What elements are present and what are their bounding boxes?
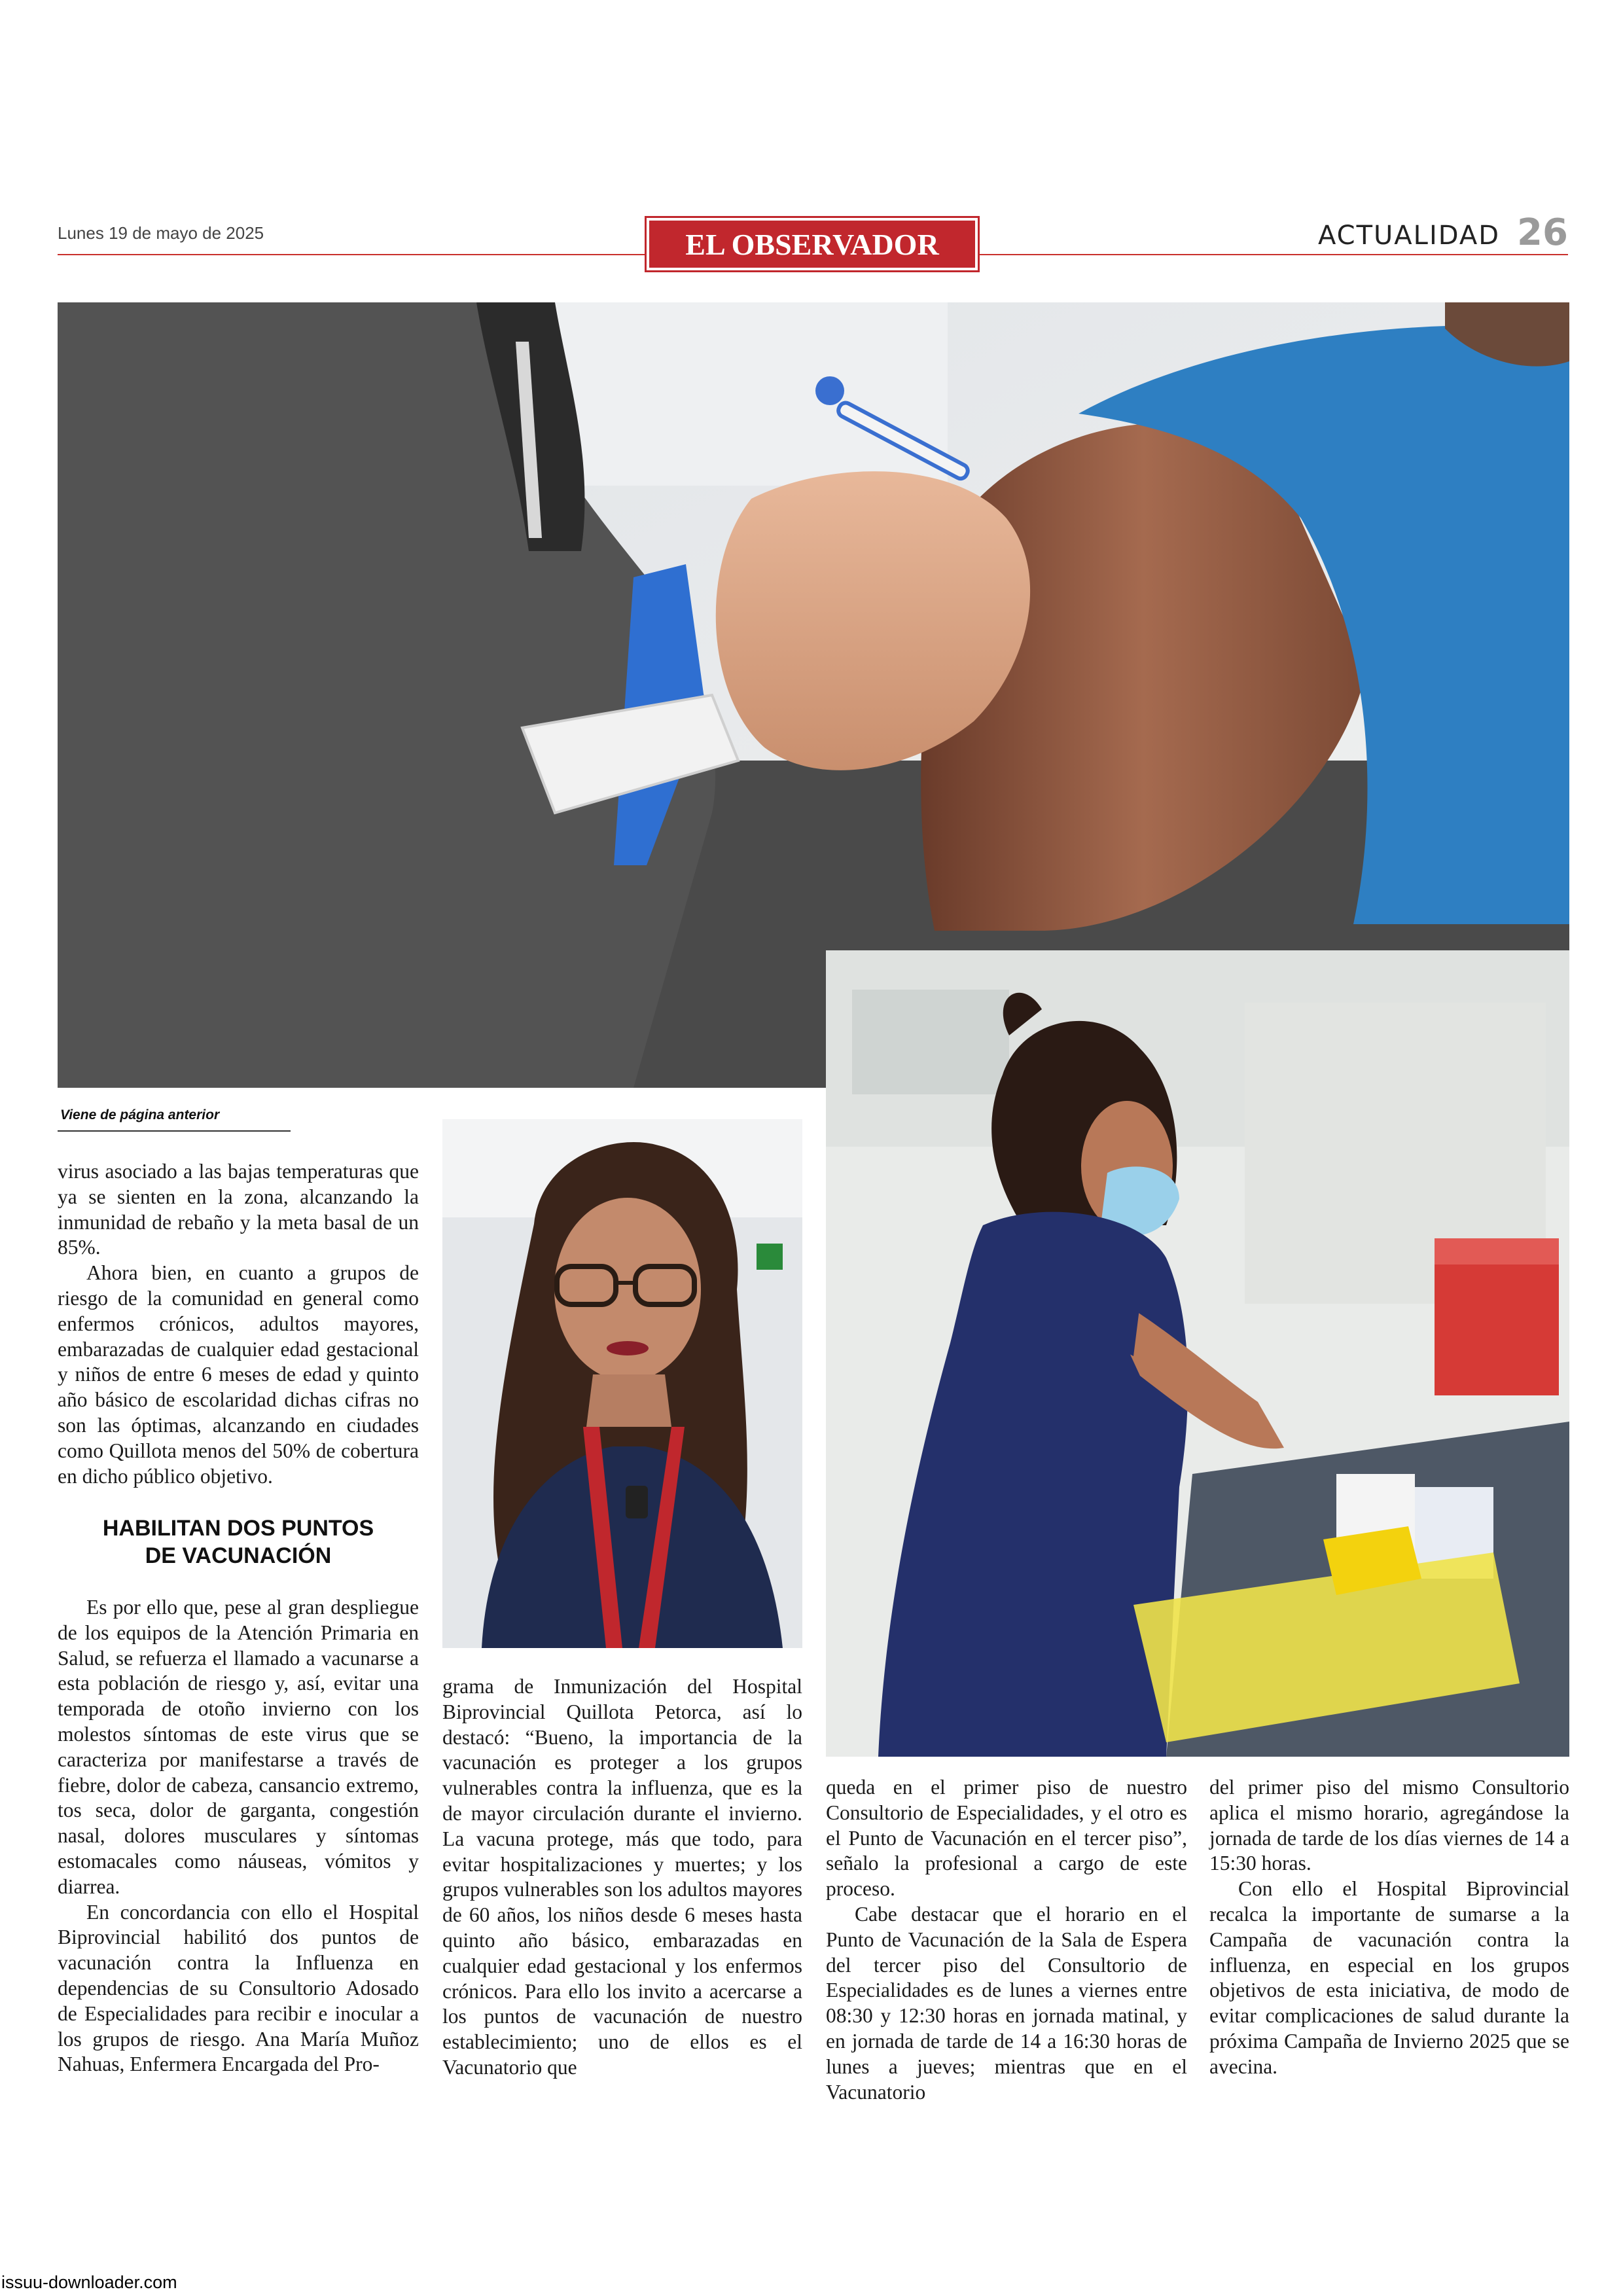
nurse-preparing-vaccines-photo [826, 950, 1569, 1757]
paragraph: Con ello el Hospital Biprovincial recalca la importante de sumarse a la Campaña de vacunación contra la influenza, en especial en los grupos objetivos de esta iniciativa, de modo de evitar complicaciones de salud durante la próxima Campaña de Invierno 2025 que se avecina. [1209, 1877, 1569, 2078]
nurse-portrait-photo [442, 1119, 802, 1648]
subhead-line-2: DE VACUNACIÓN [145, 1543, 332, 1568]
paragraph: Es por ello que, pese al gran despliegue de los equipos de la Atención Primaria en Salud, se refuerza el llamado a vacunarse a esta población de riesgo y, así, evitar una temporada de otoño invierno con los molestos síntomas de este virus que se caracteriza por manifestarse a través de fiebre, dolor de cabeza, cansancio extremo, tos seca, dolor de garganta, congestión nasal, dolores musculares y síntomas estomacales como náuseas, vómitos y diarrea. [58, 1596, 419, 1898]
paragraph: En concordancia con ello el Hospital Biprovincial habilitó dos puntos de vacunación contra la Influenza en dependencias de su Consultorio Adosado de Especialidades para recibir e inocular a los grupos de riesgo. Ana María Muñoz Nahuas, Enfermera Encargada del Pro- [58, 1900, 419, 2076]
article-column-2 [442, 1674, 802, 2081]
issue-date: Lunes 19 de mayo de 2025 [58, 223, 264, 243]
kicker-rule [58, 1130, 291, 1132]
article-column-1b [58, 1595, 419, 2077]
subhead-line-1: HABILITAN DOS PUNTOS [102, 1516, 374, 1541]
section-title: ACTUALIDAD [1318, 221, 1501, 251]
paragraph: Ahora bien, en cuanto a grupos de riesgo de la comunidad en general como enfermos crónicos, adultos mayores, embarazadas de cualquier edad gestacional y niños de entre 6 meses de edad y quinto año básico de escolaridad dichas cifras no son las óptimas, alcanzando en ciudades como Quillota menos del 50% de cobertura en dicho público objetivo. [58, 1261, 419, 1488]
continued-from-previous-page: Viene de página anterior [60, 1107, 220, 1122]
paragraph: del primer piso del mismo Consultorio aplica el mismo horario, agregándose la jornada de tarde de los días viernes de 14 a 15:30 horas. [1209, 1776, 1569, 1875]
paragraph: queda en el primer piso de nuestro Consultorio de Especialidades, y el otro es el Punto de Vacunación en el tercer piso”, señalo la profesional a cargo de este proceso. [826, 1776, 1187, 1901]
article-column-3 [826, 1775, 1187, 2105]
paragraph: grama de Inmunización del Hospital Biprovincial Quillota Petorca, así lo destacó: “Bueno, la importancia de la vacunación es proteger a los grupos vulnerables contra la influenza, que es la de mayor circulación durante el invierno. La vacuna protege, más que todo, para evitar hospitalizaciones y muertes; y los grupos vulnerables son los adultos mayores de 60 años, los niños desde 6 meses hasta quinto año básico, embarazadas en cualquier edad gestacional y los enfermos crónicos. Para ello los invito a acercarse a los puntos de vacunación de nuestro establecimiento; uno de ellos es el Vacunatorio que [442, 1675, 802, 2079]
masthead-logo: EL OBSERVADOR [647, 218, 978, 270]
source-watermark: issuu-downloader.com [1, 2272, 177, 2292]
paragraph: virus asociado a las bajas temperaturas que ya se sienten en la zona, alcanzando la inmunidad de rebaño y la meta basal de un 85%. [58, 1160, 419, 1259]
article-column-1a [58, 1159, 419, 1489]
paragraph: Cabe destacar que el horario en el Punto de Vacunación de la Sala de Espera del tercer piso del Consultorio de Especialidades es de lunes a viernes entre 08:30 y 12:30 horas en jornada matinal, y en jornada de tarde de 14 a 16:30 horas de lunes a jueves; mientras que en el Vacunatorio [826, 1902, 1187, 2104]
article-column-4 [1209, 1775, 1569, 2080]
page-number: 26 [1517, 211, 1568, 254]
section-subhead [58, 1515, 419, 1570]
